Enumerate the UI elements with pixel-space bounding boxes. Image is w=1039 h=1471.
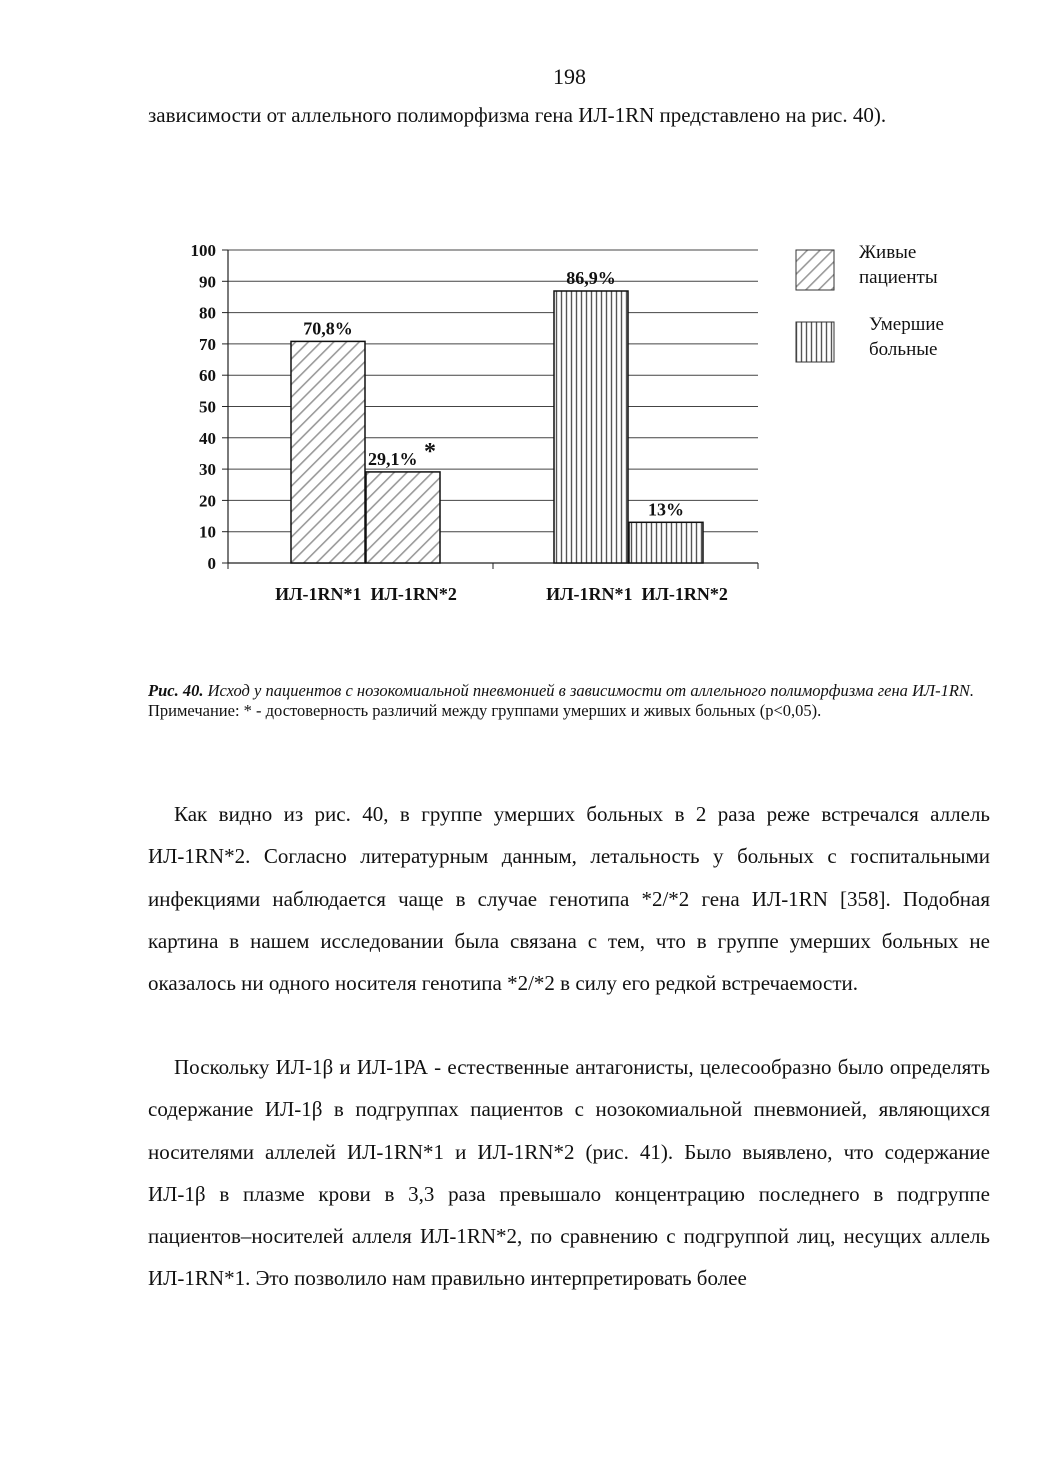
bar xyxy=(554,291,628,563)
legend-label-line1: Живые xyxy=(859,242,917,263)
legend-label-line2: больные xyxy=(869,339,938,360)
y-tick-label: 90 xyxy=(199,272,216,292)
y-tick-label: 0 xyxy=(207,554,216,573)
y-tick-label: 80 xyxy=(199,303,216,323)
figure-title: Исход у пациентов с нозокомиальной пневмонией в зависимости от аллельного полиморфизма гена ИЛ-1RN. xyxy=(207,681,975,700)
x-tick-labels xyxy=(275,584,728,604)
figure-number: Рис. 40. xyxy=(148,681,204,700)
bar-chart xyxy=(0,0,1039,640)
bar-value-label: 13% xyxy=(648,499,684,520)
y-tick-label: 50 xyxy=(199,397,216,417)
legend-swatch xyxy=(796,250,834,290)
intro-paragraph: зависимости от аллельного полиморфизма гена ИЛ-1RN представлено на рис. 40). xyxy=(148,103,887,127)
legend xyxy=(796,242,944,362)
legend-label-line2: пациенты xyxy=(859,267,938,288)
body-paragraph-1: Как видно из рис. 40, в группе умерших больных в 2 раза реже встречался аллель ИЛ-1RN*2. Согласно литературным данным, летальность у больных с госпитальными инфекциями наблюдается чаще в случае генотипа *2/*2 гена ИЛ-1RN [358]. Подобная картина в нашем исследовании была связана с тем, что в группе умерших больных не оказалось ни одного носителя генотипа *2/*2 в силу его редкой встречаемости. xyxy=(148,802,990,996)
caption-title-line xyxy=(148,681,990,701)
bar-value-label: 29,1% xyxy=(368,448,418,469)
bars xyxy=(291,291,703,563)
y-tick-label: 10 xyxy=(199,522,216,542)
bar-value-label: 86,9% xyxy=(566,268,616,289)
figure-note: Примечание: * - достоверность различий между группами умерших и живых больных (p<0,05). xyxy=(148,701,822,720)
significance-mark: * xyxy=(424,438,436,465)
page-number: 198 xyxy=(553,64,586,89)
bar-value-label: 70,8% xyxy=(303,318,353,339)
bar xyxy=(629,522,703,563)
y-tick-label: 30 xyxy=(199,460,216,480)
y-tick-label: 100 xyxy=(190,241,216,260)
y-tick-label: 70 xyxy=(199,334,216,354)
x-group-label: ИЛ-1RN*1 ИЛ-1RN*2 xyxy=(546,584,728,604)
legend-label-line1: Умершие xyxy=(869,314,944,335)
y-tick-label: 40 xyxy=(199,428,216,448)
legend-swatch xyxy=(796,322,834,362)
bar xyxy=(366,472,440,563)
y-tick-labels xyxy=(191,241,217,573)
body-paragraph-2: Поскольку ИЛ-1β и ИЛ-1РА - естественные антагонисты, целесообразно было определять содержание ИЛ-1β в подгруппах пациентов с нозокомиальной пневмонией, являющихся носителями аллелей ИЛ-1RN*1 и ИЛ-1RN*2 (рис. 41). Было выявлено, что содержание ИЛ-1β в плазме крови в 3,3 раза превышало концентрацию последнего в подгруппе пациентов–носителей аллеля ИЛ-1RN*2, по сравнению с подгруппой лиц, несущих аллель ИЛ-1RN*1. Это позволило нам правильно интерпретировать более xyxy=(148,1055,990,1291)
figure-caption xyxy=(148,681,990,721)
x-group-label: ИЛ-1RN*1 ИЛ-1RN*2 xyxy=(275,584,457,604)
y-tick-label: 60 xyxy=(199,366,216,386)
y-tick-label: 20 xyxy=(199,491,216,511)
bar xyxy=(291,341,365,563)
